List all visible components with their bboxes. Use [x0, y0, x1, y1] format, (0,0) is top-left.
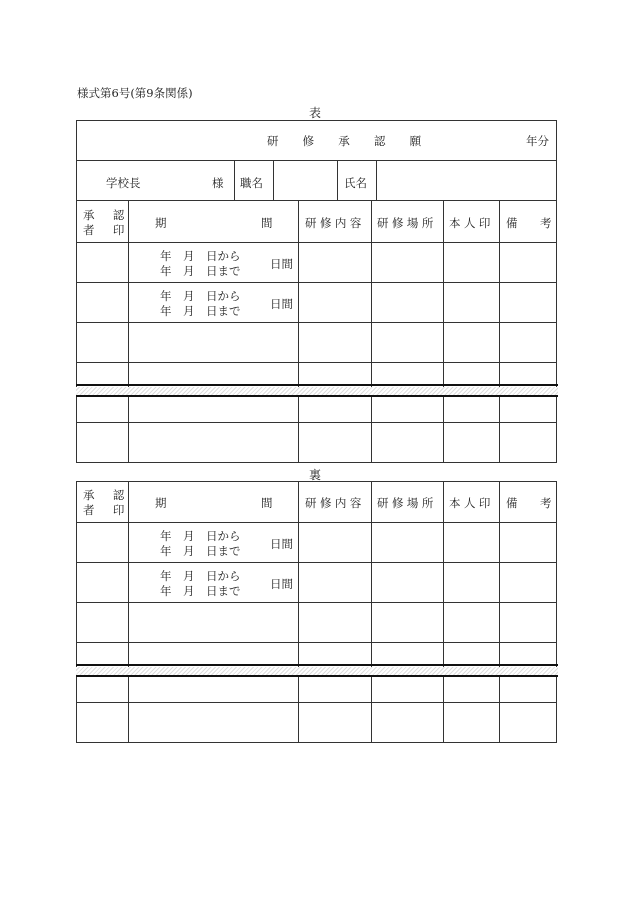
period-from: 年 月 日から — [160, 289, 241, 303]
row-divider — [76, 242, 557, 243]
period-to: 年 月 日まで — [160, 304, 241, 318]
period-days: 日間 — [270, 577, 293, 591]
omission-line-top — [76, 664, 558, 666]
header-place: 研修場所 — [377, 216, 437, 230]
col-divider — [443, 481, 444, 743]
header-notes-left: 備 — [506, 216, 518, 230]
front-table — [76, 201, 557, 463]
row-divider — [76, 702, 557, 703]
name-field[interactable] — [377, 161, 556, 200]
col-divider — [371, 201, 372, 463]
front-side-label: 表 — [308, 106, 321, 120]
row-divider — [76, 562, 557, 563]
period-from: 年 月 日から — [160, 249, 241, 263]
row-divider — [337, 160, 338, 201]
back-table — [76, 481, 557, 743]
principal-label: 学校長 — [106, 176, 141, 190]
year-portion-label: 年分 — [526, 134, 549, 148]
row-divider — [76, 602, 557, 603]
period-from: 年 月 日から — [160, 569, 241, 583]
back-side-label: 裏 — [308, 468, 321, 482]
col-divider — [128, 481, 129, 743]
header-notes-left: 備 — [506, 496, 518, 510]
row-divider — [76, 642, 557, 643]
name-label: 氏名 — [344, 176, 367, 190]
omission-line-top — [76, 384, 558, 386]
period-to: 年 月 日まで — [160, 584, 241, 598]
honorific-label: 様 — [212, 176, 224, 190]
omission-line-bottom — [76, 395, 558, 397]
row-divider — [76, 362, 557, 363]
col-divider — [128, 201, 129, 463]
form-title: 研 修 承 認 願 — [267, 134, 428, 148]
position-field[interactable] — [273, 160, 337, 201]
period-days: 日間 — [270, 537, 293, 551]
row-divider — [76, 322, 557, 323]
omission-gap — [76, 387, 558, 395]
header-period-left: 期 — [155, 496, 167, 510]
form-number-label: 様式第6号(第9条関係) — [77, 86, 193, 100]
header-content: 研修内容 — [305, 496, 365, 510]
header-content: 研修内容 — [305, 216, 365, 230]
header-period-right: 間 — [261, 216, 273, 230]
period-days: 日間 — [270, 257, 293, 271]
omission-line-bottom — [76, 675, 558, 677]
period-to: 年 月 日まで — [160, 264, 241, 278]
header-notes-right: 考 — [540, 496, 552, 510]
col-divider — [298, 481, 299, 743]
period-days: 日間 — [270, 297, 293, 311]
period-from: 年 月 日から — [160, 529, 241, 543]
row-divider — [76, 422, 557, 423]
col-divider — [371, 481, 372, 743]
header-seal: 本人印 — [449, 216, 494, 230]
header-approver-1: 承 認 — [83, 208, 128, 222]
header-period-left: 期 — [155, 216, 167, 230]
header-period-right: 間 — [261, 496, 273, 510]
row-divider — [76, 282, 557, 283]
header-notes-right: 考 — [540, 216, 552, 230]
row-divider — [234, 160, 235, 201]
omission-gap — [76, 667, 558, 675]
header-seal: 本人印 — [449, 496, 494, 510]
header-place: 研修場所 — [377, 496, 437, 510]
col-divider — [443, 201, 444, 463]
header-approver-2: 者 印 — [83, 503, 128, 517]
col-divider — [499, 481, 500, 743]
row-divider — [76, 522, 557, 523]
period-to: 年 月 日まで — [160, 544, 241, 558]
header-approver-1: 承 認 — [83, 488, 128, 502]
position-label: 職名 — [240, 176, 263, 190]
col-divider — [499, 201, 500, 463]
header-approver-2: 者 印 — [83, 223, 128, 237]
col-divider — [298, 201, 299, 463]
